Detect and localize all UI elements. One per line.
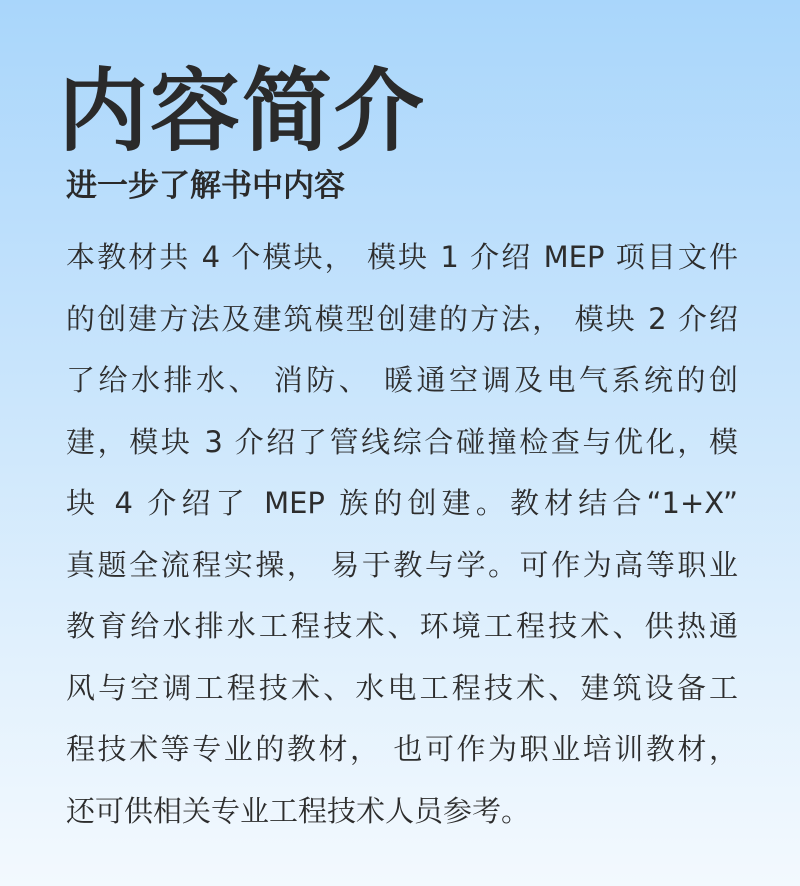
paragraph-line: 建，模块 3 介绍了管线综合碰撞检查与优化，模 [66, 424, 738, 459]
paragraph-line: 了给水排水、 消防、 暖通空调及电气系统的创 [66, 363, 738, 397]
paragraph-line: 还可供相关专业工程技术人员参考。 [66, 793, 531, 828]
paragraph-line: 的创建方法及建筑模型创建的方法， 模块 2 介绍 [66, 301, 738, 336]
paragraph-line: 教育给水排水工程技术、环境工程技术、供热通 [66, 609, 738, 643]
paragraph-line: 风与空调工程技术、水电工程技术、建筑设备工 [66, 670, 738, 705]
paragraph-line: 真题全流程实操， 易于教与学。可作为高等职业 [66, 547, 738, 582]
paragraph-line: 程技术等专业的教材， 也可作为职业培训教材， [66, 732, 738, 766]
paragraph-line: 本教材共 4 个模块， 模块 1 介绍 MEP 项目文件 [66, 240, 738, 274]
paragraph-line: 块 4 介绍了 MEP 族的创建。教材结合“1+X” [66, 486, 738, 520]
page-title: 内容简介 [58, 59, 426, 164]
intro-paragraph [66, 227, 738, 842]
page-subtitle: 进一步了解书中内容 [66, 168, 345, 204]
